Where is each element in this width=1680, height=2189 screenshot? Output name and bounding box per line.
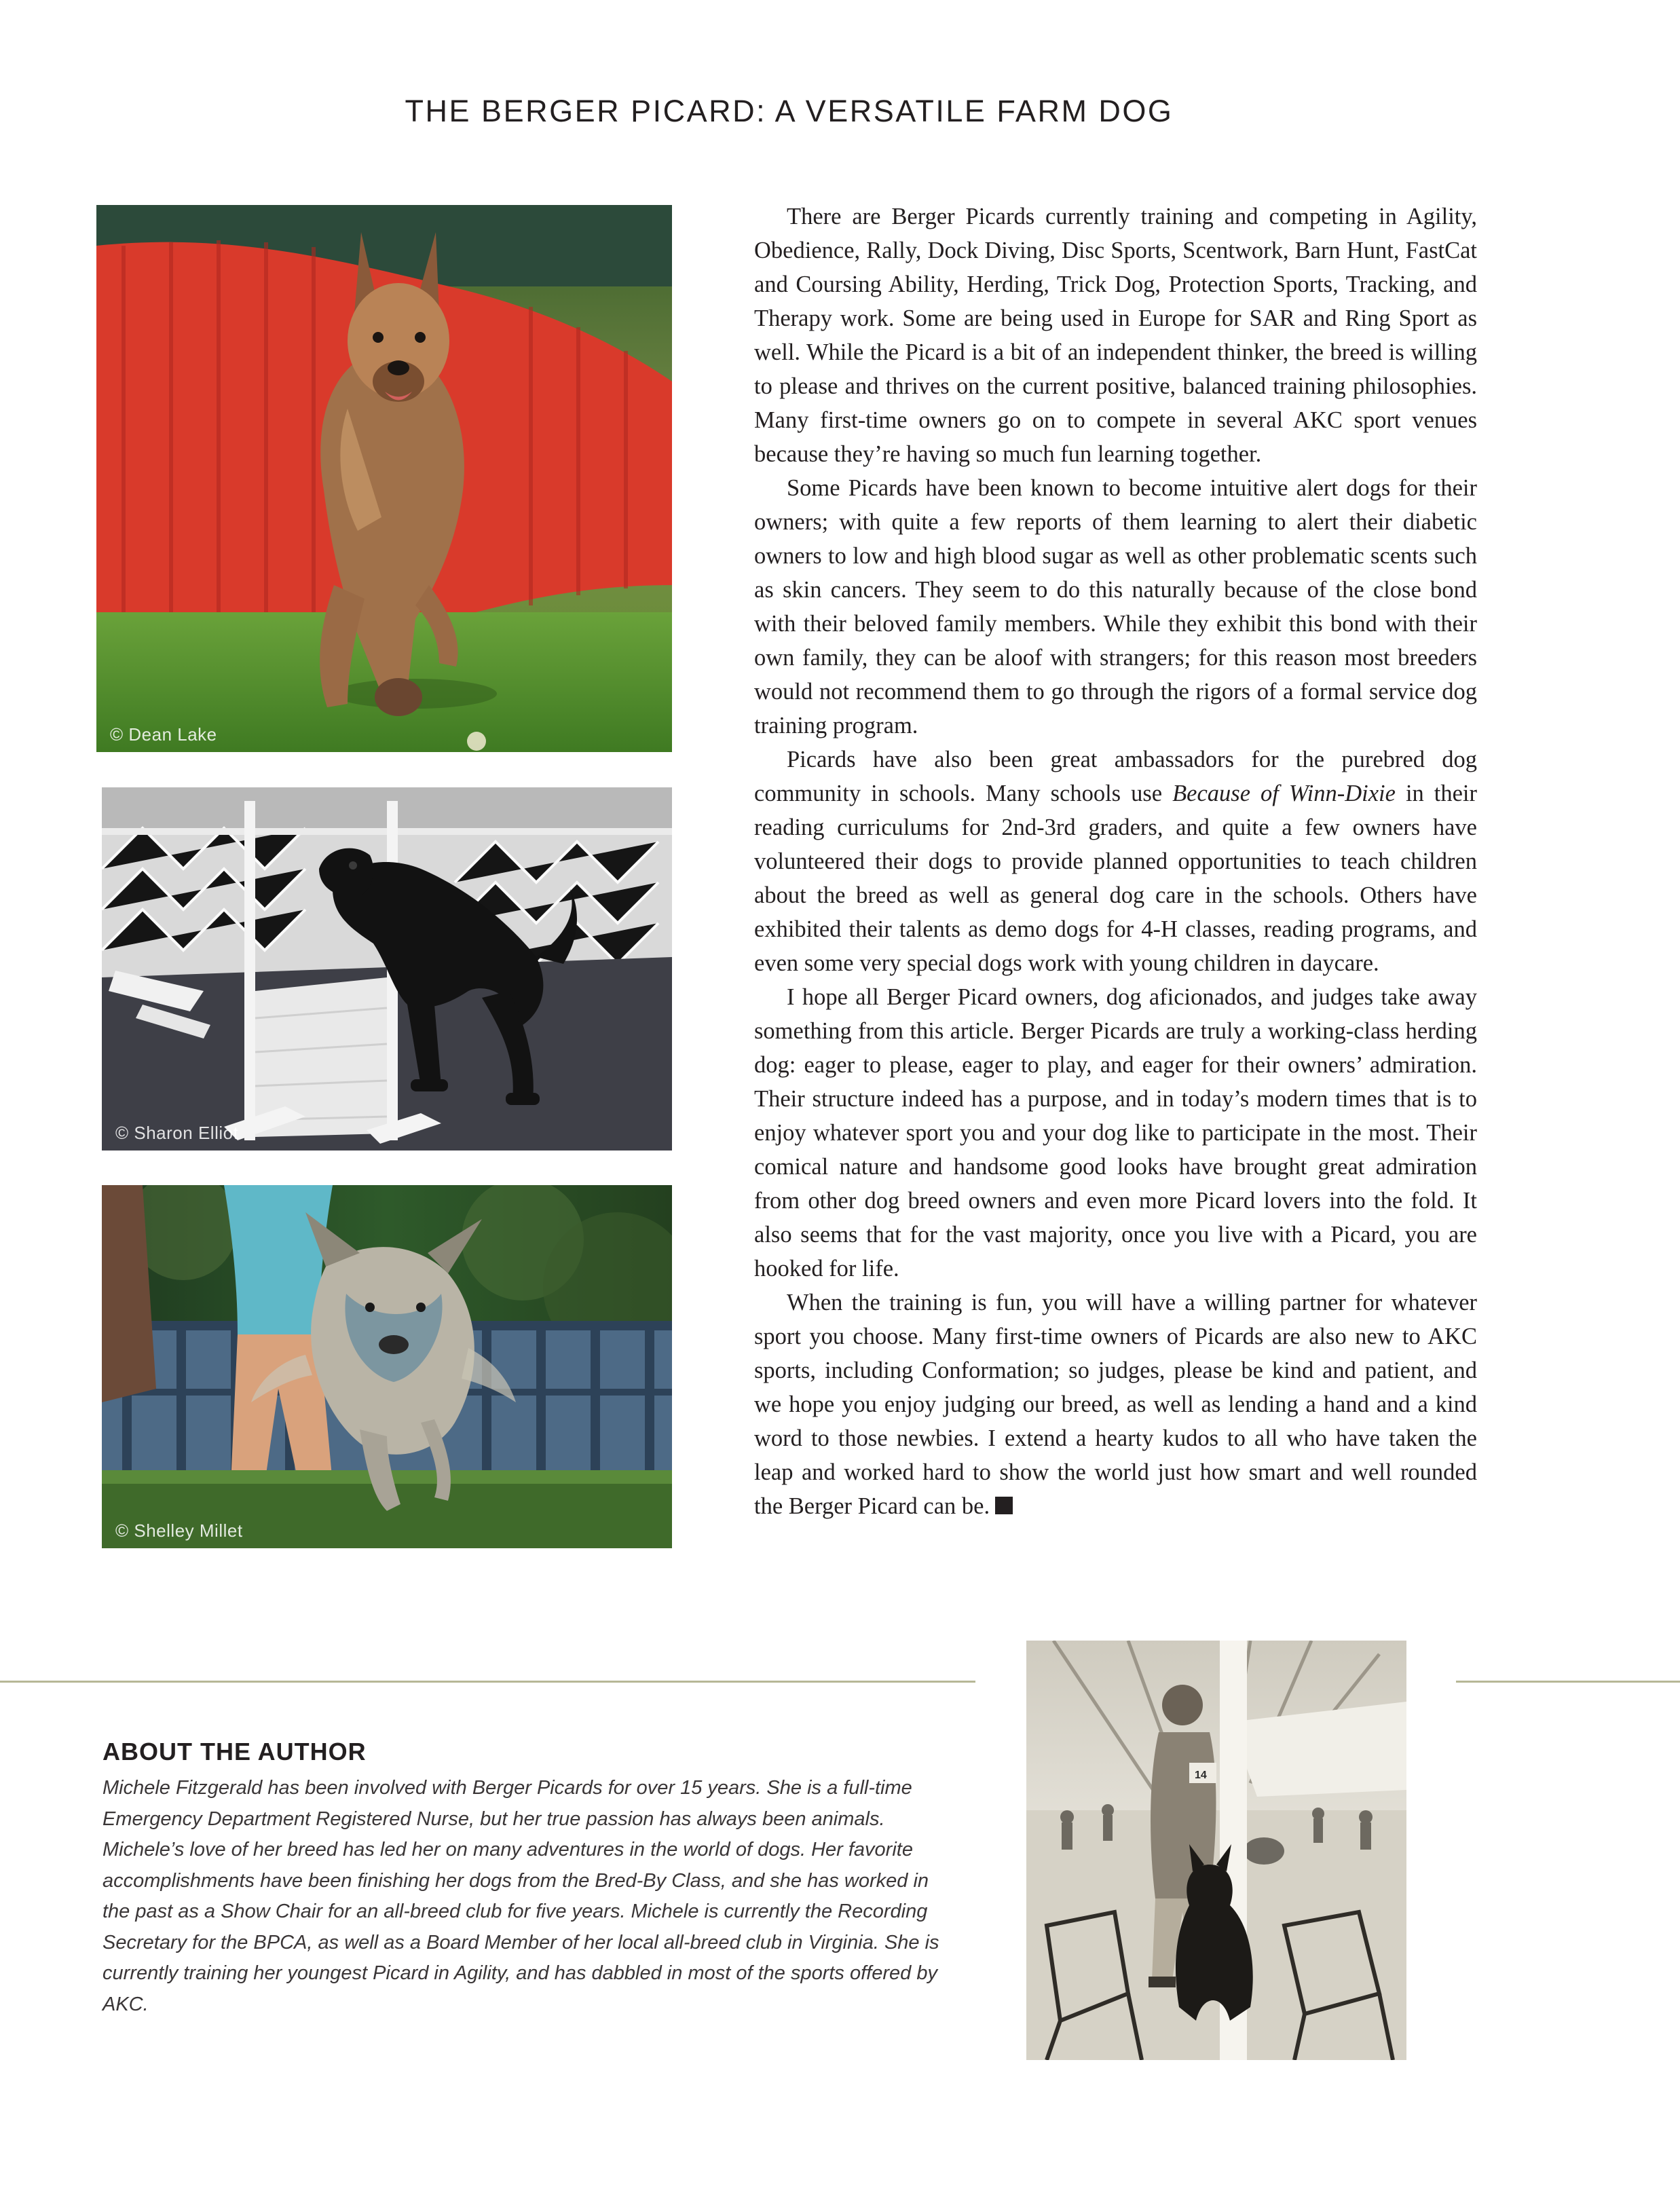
dog-running-illustration	[96, 205, 672, 752]
author-bio: Michele Fitzgerald has been involved with Berger Picards for over 15 years. She is a full-time Emergency Department Registered Nurse, but her true passion has always been animals. Michele’s love of her breed has led her on many adventures in the world of dogs. Her favorite accomplishments have been finishing her dogs from the Bred-By Class, and she has worked in the past as a Show Chair for an all-breed club for five years. Michele is currently the Recording Secretary for the BPCA, as well as a Board Member of her local all-breed club in Virginia. She is currently training her youngest Picard in Agility, and has dabbled in most of the sports offered by AKC.	[102, 1777, 939, 2015]
about-author-heading: ABOUT THE AUTHOR	[102, 1738, 367, 1765]
article-paragraph: Some Picards have been known to become intuitive alert dogs for their owners; with quite a few reports of them learning to alert their diabetic owners to low and high blood sugar as well as other problematic scents such as skin cancers. They seem to do this naturally because of the close bond with their beloved family members. While they exhibit this bond with their own family, they can be aloof with strangers; for this reason most breeders would not recommend them to go through the rigors of a formal service dog training program.	[754, 475, 1477, 738]
dog-running-photo	[96, 205, 672, 752]
dock-diving-illustration	[102, 1185, 672, 1548]
section-divider-right	[1456, 1681, 1680, 1683]
article-body	[754, 200, 1477, 1523]
article-paragraph-text: Picards have also been great ambassadors for the purebred dog community in schools. Many schools use	[754, 747, 1477, 806]
article-paragraph: I hope all Berger Picard owners, dog aficionados, and judges take away something from this article. Berger Picards are truly a working-class herding dog: eager to please, eager to play, and eager for their owners’ admiration. Their structure indeed has a purpose, and in today’s modern times that is to enjoy whatever sport you and your dog like to participate in the most. Their comical nature and handsome good looks have brought great admiration from other dog breed owners and even more Picard lovers into the fold. It also seems that for the vast majority, once you live with a Picard, you are hooked for life.	[754, 984, 1477, 1281]
article-paragraph-text: in their reading curriculums for 2nd-3rd graders, and quite a few owners have volunteered their dogs to provide planned opportunities to teach children about the breed as well as general dog care in the schools. Others have exhibited their talents as demo dogs for 4-H classes, reading programs, and even some very special dogs work with young children in daycare.	[754, 781, 1477, 976]
article-paragraph-text: When the training is fun, you will have a willing partner for whatever sport you choose. Many first-time owners of Picards are also new to AKC sports, including Conformation; so judges, please be kind and patient, and we hope you enjoy judging our breed, as well as lending a hand and a kind word to those newbies. I extend a hearty kudos to all who have taken the leap and worked hard to show the world just how smart and well rounded the Berger Picard can be.	[754, 1290, 1477, 1519]
page-header-title: THE BERGER PICARD: A VERSATILE FARM DOG	[405, 94, 1174, 128]
photo-credit: © Shelley Millet	[115, 1520, 243, 1541]
article-paragraph	[754, 743, 1477, 980]
author-show-illustration	[1026, 1641, 1406, 2060]
section-divider-left	[0, 1681, 975, 1683]
book-title: Because of Winn-Dixie	[1172, 781, 1396, 806]
author-with-dog-photo	[1026, 1641, 1406, 2060]
dog-dock-diving-photo	[102, 1185, 672, 1548]
article-paragraph	[754, 1286, 1477, 1523]
dog-jumping-agility-photo	[102, 787, 672, 1150]
photo-credit: © Sharon Elliot	[115, 1123, 239, 1143]
agility-jump-illustration	[102, 787, 672, 1150]
article-paragraph: There are Berger Picards currently training and competing in Agility, Obedience, Rally, Dock Diving, Disc Sports, Scentwork, Barn Hunt, FastCat and Coursing Ability, Herding, Trick Dog, Protection Sports, Tracking, and Therapy work. Some are being used in Europe for SAR and Ring Sport as well. While the Picard is a bit of an independent thinker, the breed is willing to please and thrives on the current positive, balanced training philosophies. Many first-time owners go on to compete in several AKC sport venues because they’re having so much fun learning together.	[754, 204, 1477, 467]
photo-credit: © Dean Lake	[110, 724, 217, 745]
end-of-article-square-icon	[995, 1497, 1013, 1514]
armband-number: 14	[1195, 1770, 1207, 1781]
